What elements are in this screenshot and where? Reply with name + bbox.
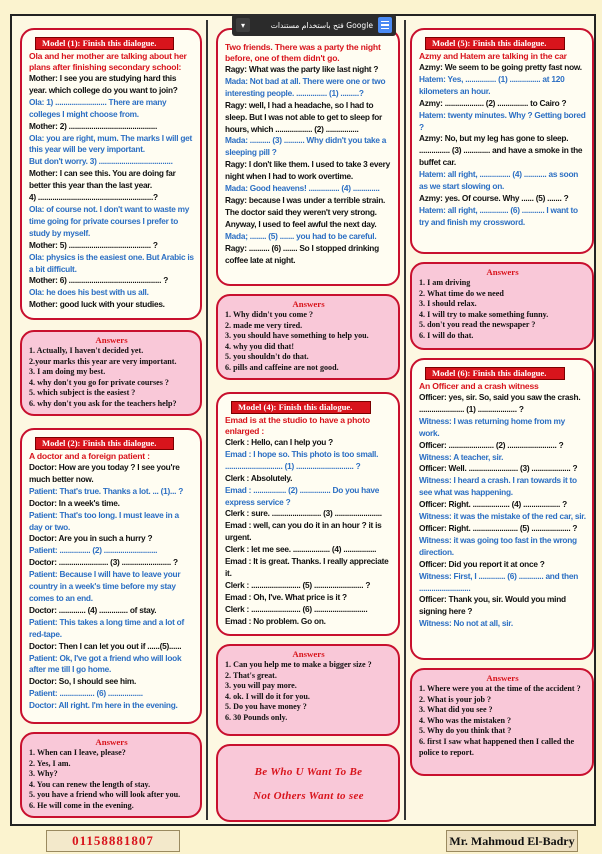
dialogue-line: Patient: This takes a long time and a lot of red-tape. <box>29 616 184 639</box>
phone-number: 01158881807 <box>46 830 180 852</box>
answers-title: Answers <box>292 649 325 659</box>
model-2-dialogue <box>20 428 202 724</box>
dialogue-line: Doctor: Then I can let you out if ......(5)...... <box>29 640 182 651</box>
author-name: Mr. Mahmoud El-Badry <box>446 830 578 852</box>
dialogue-line: Patient: That's too long. I must leave in a day or two. <box>29 509 179 532</box>
dialogue-line: Doctor: In a week's time. <box>29 497 120 508</box>
dialogue-line: Emad : It is great. Thanks. I really appreciate it. <box>225 556 389 578</box>
situation: Ola and her mother are talking about her plans after finishing secondary school: <box>29 51 187 72</box>
dialogue-lines <box>29 462 194 712</box>
answer-item: 3. I am doing my best. <box>29 367 106 377</box>
answer-item: 3. What did you see ? <box>419 705 493 715</box>
google-docs-icon[interactable] <box>378 17 392 33</box>
situation: Azmy and Hatem are talking in the car <box>419 51 567 61</box>
dialogue-line: Emad : No problem. Go on. <box>225 615 326 626</box>
answer-item: 6. pills and caffeine are not good. <box>225 362 339 372</box>
answer-item: 1. When can I leave, please? <box>29 748 126 757</box>
answers-title: Answers <box>486 673 519 683</box>
answers-6 <box>410 668 594 776</box>
dialogue-line: Hatem: all right, .............. (6) ........... I want to try and finish my crossword. <box>419 204 578 227</box>
dialogue-line: Doctor: How are you today ? I see you're much better now. <box>29 462 180 484</box>
answer-item: 4. Who was the mistaken ? <box>419 715 512 725</box>
dialogue-line: Mother: I can see this. You are doing far better this year than the last year. <box>29 168 176 191</box>
model-6-dialogue <box>410 358 594 660</box>
dialogue-line: Patient: Because I will have to leave your country in a week's time before my stay comes to an end. <box>29 569 181 603</box>
model-heading: Model (4): Finish this dialogue. <box>231 401 371 414</box>
answer-item: 5. Why do you think that ? <box>419 726 512 736</box>
model-heading: Model (1): Finish this dialogue. <box>35 37 174 50</box>
answer-item: 1. Where were you at the time of the accident ? <box>419 684 581 693</box>
answers-title: Answers <box>95 335 128 345</box>
answer-item: 2. What is your job ? <box>419 694 492 704</box>
dialogue-line: Ola: 1) ......................... There are many colleges I might choose from. <box>29 96 167 119</box>
situation: A doctor and a foreign patient : <box>29 451 150 461</box>
dialogue-line: Officer: Thank you, sir. Would you mind signing here ? <box>419 594 566 617</box>
dialogue-line: Emad : Oh, I've. What price is it ? <box>225 591 347 602</box>
dialogue-line: Azmy: yes. Of course. Why ...... (5) ....... ? <box>419 192 569 203</box>
dialogue-line: Mada: Not bad at all. There were one or two interesting people. ............... (1) .........? <box>225 75 386 98</box>
dialogue-line: Officer: Did you report it at once ? <box>419 558 545 569</box>
answer-item: 3. you should have something to help you. <box>225 331 369 341</box>
answer-list <box>225 660 392 724</box>
answer-item: 5. you shouldn't do that. <box>225 352 309 362</box>
answers-1 <box>20 330 202 416</box>
dialogue-line: Clerk : ........................ (6) .......................... <box>225 603 368 614</box>
answer-item: 4. why you did that! <box>225 341 295 351</box>
dialogue-line: Mada: .......... (3) .......... Why didn't you take a sleeping pill ? <box>225 135 387 158</box>
dialogue-line: Clerk : Absolutely. <box>225 472 293 483</box>
dialogue-line: Ola: of course not. I don't want to waste my time going for private courses I prefer to study by myself. <box>29 203 190 238</box>
dialogue-line: Patient: Ok, I've got a friend who will look after me till I go home. <box>29 652 182 675</box>
situation: An Officer and a crash witness <box>419 381 539 391</box>
dialogue-line: Mada; ........ (5) ....... you had to be careful. <box>225 230 377 241</box>
answer-list <box>419 278 586 342</box>
answers-3 <box>216 294 400 380</box>
dialogue-line: Ragy: because I was under a terrible strain. The doctor said they weren't very strong. Anyway, I used to feel awful the next day. <box>225 194 386 229</box>
dialogue-line: Mother: I see you are studying hard this year. which college do you want to join? <box>29 73 178 95</box>
answers-2 <box>20 732 202 818</box>
dialogue-line: Ola: you are right, mum. The marks I will get this year will be very important. <box>29 132 193 155</box>
dialogue-lines <box>225 64 392 266</box>
answer-item: 2. Yes, I am. <box>29 758 71 768</box>
answer-item: 6. why don't you ask for the teachers help? <box>29 398 177 408</box>
dialogue-line: Hatem: twenty minutes. Why ? Getting bored ? <box>419 109 586 132</box>
answers-5 <box>410 262 594 350</box>
situation: Emad is at the studio to have a photo enlarged : <box>225 415 370 436</box>
dialogue-line: Mother: 6) ............................................. ? <box>29 275 169 286</box>
dialogue-line: Clerk : let me see. .................. (4) ................ <box>225 544 377 555</box>
dialogue-line: Azmy: We seem to be going pretty fast now. <box>419 62 582 72</box>
dialogue-line: Doctor: So, I should see him. <box>29 676 137 687</box>
dialogue-line: Clerk : sure. ........................ (3) ....................... <box>225 508 382 519</box>
answer-item: 6. 30 Pounds only. <box>225 712 288 722</box>
dialogue-line: Witness: it was the mistake of the red car, sir. <box>419 511 586 522</box>
answer-list <box>225 310 392 374</box>
dialogue-line: Mother: 5) ........................................ ? <box>29 239 158 250</box>
model-heading: Model (6): Finish this dialogue. <box>425 367 565 380</box>
dialogue-line: Officer: Right. .................. (4) .................. ? <box>419 499 567 510</box>
dialogue-line: Patient: ............... (2) .......................... <box>29 545 158 556</box>
dialogue-line: Mother: 2) ........................................... <box>29 120 158 131</box>
dialogue-line: Mada: Good heavens! ............... (4) ............. <box>225 183 380 194</box>
slogan-line-2: Not Others Want to see <box>253 790 364 802</box>
dialogue-line: Hatem: Yes, ............... (1) ............... at 120 kilometers an hour. <box>419 73 565 96</box>
dialogue-line: Doctor: All right. I'm here in the evening. <box>29 700 178 711</box>
dialogue-line: Witness: A teacher, sir. <box>419 451 504 462</box>
column-divider <box>404 20 406 820</box>
answers-title: Answers <box>486 267 519 277</box>
open-with-docs-label[interactable]: فتح باستخدام مستندات Google <box>270 20 373 30</box>
dialogue-lines <box>419 392 586 630</box>
dialogue-line: Emad : I hope so. This photo is too small. ............................ (1) ............................ ? <box>225 448 379 471</box>
dialogue-line: Officer: yes, sir. So, said you saw the crash. ...................... (1) ................... ? <box>419 392 581 414</box>
dialogue-line: Hatem: all right, ............... (4) ........... as soon as we start slowing on. <box>419 169 579 192</box>
dialogue-line: Doctor: Are you in such a hurry ? <box>29 533 153 544</box>
answer-item: 6. He will come in the evening. <box>29 800 134 810</box>
answer-item: 2.your marks this year are very important. <box>29 356 177 366</box>
dialogue-line: Ola: he does his best with us all. <box>29 287 149 298</box>
slogan-box <box>216 744 400 822</box>
dialogue-line: Doctor: ............. (4) .............. of stay. <box>29 604 157 615</box>
answer-item: 1. Can you help me to make a bigger size ? <box>225 660 372 669</box>
answer-item: 6. I will do that. <box>419 330 474 340</box>
column-divider <box>206 20 208 820</box>
answers-4 <box>216 644 400 736</box>
dialogue-line: Azmy: ................... (2) ............... to Cairo ? <box>419 97 567 108</box>
dialogue-line: Patient: ................. (6) ................. <box>29 688 143 699</box>
dialogue-line: Azmy: No, but my leg has gone to sleep. ............... (3) ............. and have a smoke in the buffet car. <box>419 133 583 168</box>
dialogue-line: Doctor: ........................ (3) ........................ ? <box>29 557 178 568</box>
answer-item: 1. I am driving <box>419 278 471 287</box>
dialogue-line: Witness: it was going too fast in the wrong direction. <box>419 534 577 557</box>
dialogue-line: Witness: I heard a crash. I ran towards it to see what was happening. <box>419 475 577 498</box>
model-5-dialogue <box>410 28 594 254</box>
answer-item: 5. don't you read the newspaper ? <box>419 320 536 330</box>
dialogue-line: But don't worry. 3) .................................... <box>29 156 173 167</box>
dialogue-line: Officer: ...................... (2) ........................ ? <box>419 439 564 450</box>
model-heading: Model (2): Finish this dialogue. <box>35 437 174 450</box>
answer-item: 1. Why didn't you come ? <box>225 310 313 319</box>
answer-list <box>29 748 194 812</box>
dialogue-line: Ragy: .......... (6) ....... So I stopped drinking coffee late at night. <box>225 242 379 265</box>
answer-item: 4. You can renew the length of stay. <box>29 779 151 789</box>
dialogue-line: Ragy: I don't like them. I used to take 3 every night when I had to work overtime. <box>225 159 390 182</box>
dialogue-line: Officer: Well. ........................ (3) ................... ? <box>419 463 578 474</box>
answer-item: 4. I will try to make something funny. <box>419 309 549 319</box>
answer-list <box>419 684 586 758</box>
model-4-dialogue <box>216 392 400 636</box>
dialogue-line: Clerk : Hello, can I help you ? <box>225 437 333 447</box>
dialogue-line: Witness: No not at all, sir. <box>419 618 513 629</box>
open-with-google-docs-bar[interactable] <box>232 14 396 36</box>
dialogue-line: Witness: I was returning home from my work. <box>419 415 566 438</box>
dialogue-line: Emad : well, can you do it in an hour ? it is urgent. <box>225 520 382 543</box>
answer-item: 5. which subject is the easiest ? <box>29 388 136 398</box>
answer-item: 5. Do you have money ? <box>225 702 307 712</box>
answers-title: Answers <box>95 737 128 747</box>
dialogue-lines <box>419 62 586 229</box>
slogan-line-1: Be Who U Want To Be <box>254 766 363 778</box>
answer-item: 3. you will pay more. <box>225 681 297 691</box>
dialogue-lines <box>225 437 392 628</box>
situation: Two friends. There was a party the night before, one of them didn't go. <box>225 42 381 63</box>
dialogue-line: Ragy: What was the party like last night ? <box>225 64 379 74</box>
answer-item: 2. What time do we need <box>419 288 504 298</box>
answer-item: 6. first I saw what happened then I called the police to report. <box>419 736 575 757</box>
dialogue-line: Patient: That's true. Thanks a lot. ... (1)... ? <box>29 485 184 496</box>
answer-item: 3. I should relax. <box>419 299 477 309</box>
model-3-dialogue <box>216 28 400 286</box>
answers-title: Answers <box>292 299 325 309</box>
dialogue-line: Clerk : ........................ (5) ........................ ? <box>225 579 371 590</box>
dialogue-line: Emad : ................ (2) ............... Do you have express service ? <box>225 484 380 507</box>
dialogue-lines <box>29 73 194 311</box>
answer-item: 2. made me very tired. <box>225 320 303 330</box>
dialogue-line: Witness: First, I ............. (6) ............ and then ......................... <box>419 570 579 593</box>
model-1-dialogue <box>20 28 202 320</box>
answer-item: 5. you have a friend who will look after you. <box>29 790 181 800</box>
dialogue-line: 4) ........................................................? <box>29 192 158 203</box>
answer-item: 4. ok. I will do it for you. <box>225 691 310 701</box>
dialogue-line: Ragy: well, I had a headache, so I had to sleep. But I was not able to get to sleep for hours, which .................. (2) ................ <box>225 99 383 134</box>
chevron-down-icon[interactable]: ▾ <box>236 18 250 32</box>
answer-list <box>29 346 194 410</box>
answer-item: 3. Why? <box>29 769 58 779</box>
model-heading: Model (5): Finish this dialogue. <box>425 37 565 50</box>
dialogue-line: Officer: Right. ...................... (5) ................... ? <box>419 522 578 533</box>
dialogue-line: Mother: good luck with your studies. <box>29 299 165 310</box>
dialogue-line: Ola: physics is the easiest one. But Arabic is a bit difficult. <box>29 251 194 274</box>
answer-item: 2. That's great. <box>225 670 277 680</box>
answer-item: 1. Actually, I haven't decided yet. <box>29 346 144 355</box>
answer-item: 4. why don't you go for private courses ? <box>29 377 169 387</box>
